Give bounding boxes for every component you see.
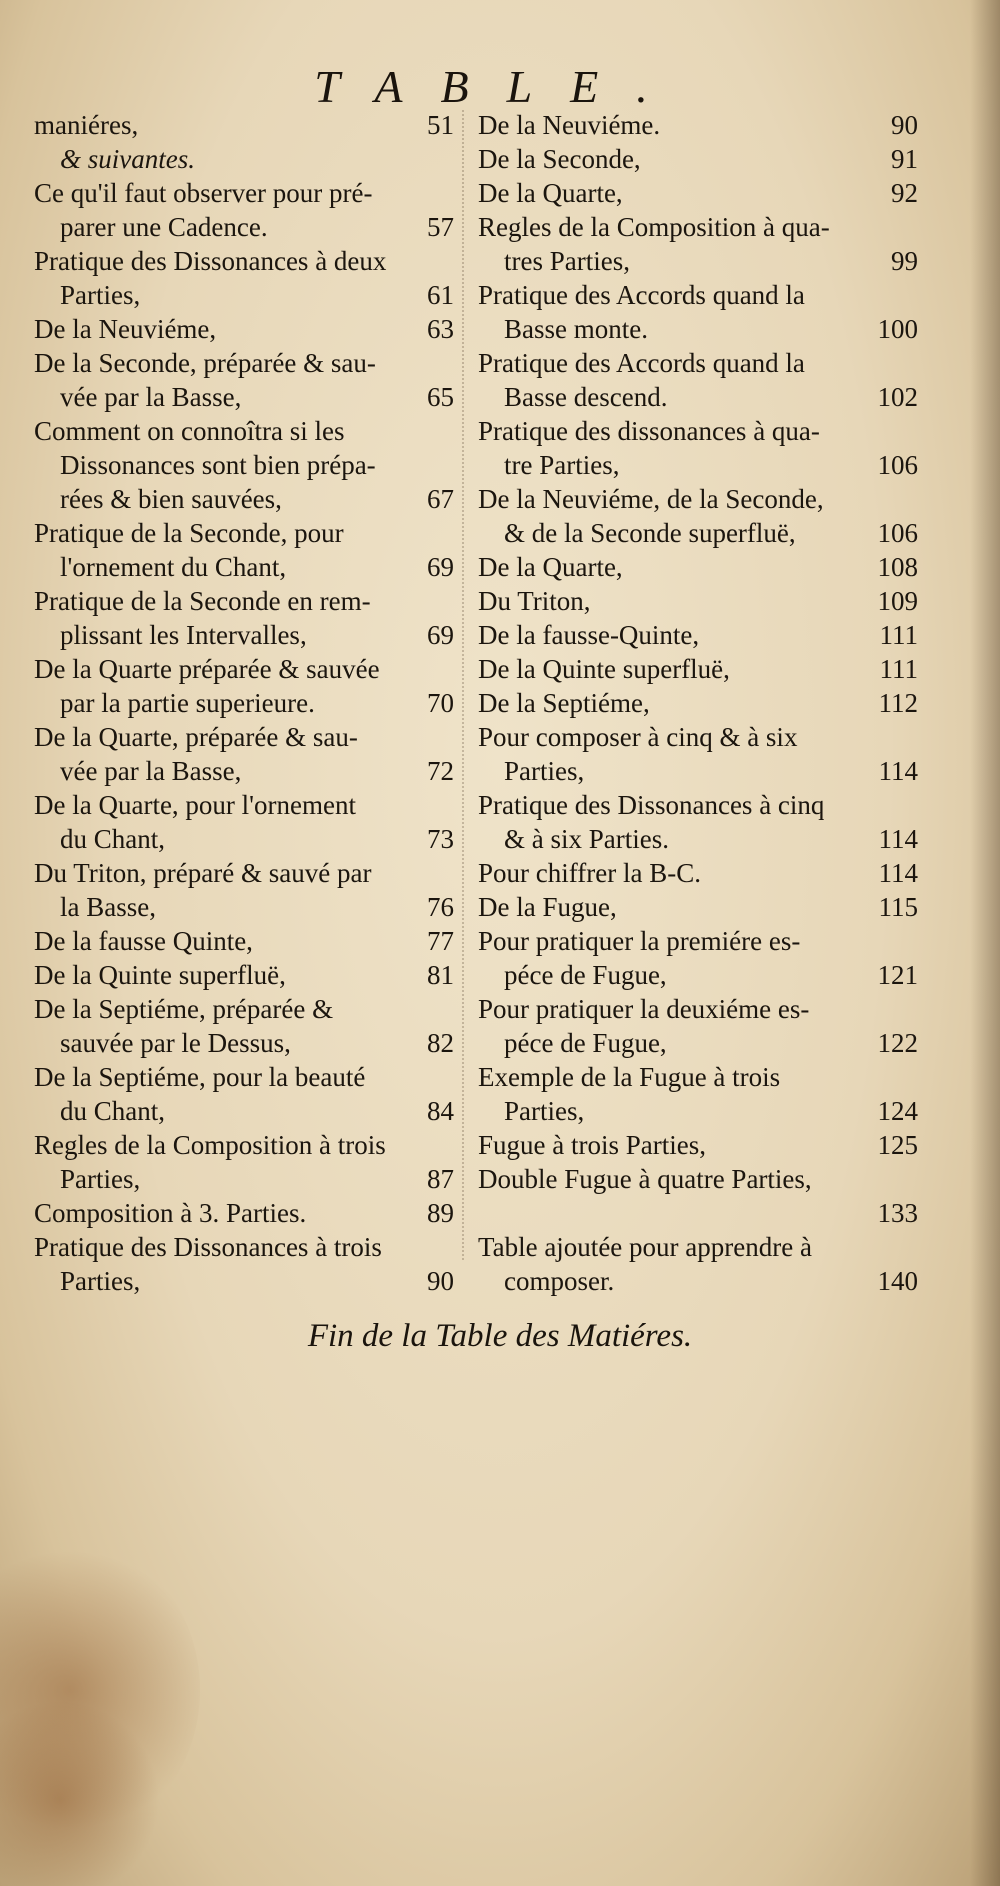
entry-text: Pour pratiquer la premiére es- (478, 926, 801, 956)
entry-page-number: 114 (878, 756, 918, 786)
table-entry-line (478, 278, 918, 312)
entry-text: De la Seconde, (478, 144, 641, 174)
entry-page-number: 65 (427, 382, 454, 412)
entry-page-number: 92 (891, 178, 918, 208)
table-entry-line (478, 1264, 918, 1298)
entry-text: De la Quinte superfluë, (478, 654, 730, 684)
entry-text: Pratique des Dissonances à deux (34, 246, 387, 276)
entry-text: du Chant, (60, 824, 165, 854)
table-entry-line (478, 1128, 918, 1162)
entry-text: De la Quarte, (478, 552, 623, 582)
table-entry-line (34, 618, 454, 652)
entry-page-number: 90 (427, 1266, 454, 1296)
table-entry-line (478, 244, 918, 278)
table-entry-line (34, 1264, 454, 1298)
table-entry-line (478, 890, 918, 924)
entry-page-number: 111 (879, 620, 918, 650)
table-entry-line (34, 1196, 454, 1230)
table-entry-line (34, 176, 454, 210)
table-entry-line (478, 482, 918, 516)
entry-text: Composition à 3. Parties. (34, 1198, 307, 1228)
entry-text: & suivantes. (60, 144, 195, 174)
entry-text: Pratique de la Seconde en rem- (34, 586, 371, 616)
table-entry-line (34, 822, 454, 856)
table-entry-line (478, 108, 918, 142)
table-entry-line (34, 584, 454, 618)
entry-text: Parties, (60, 280, 141, 310)
entry-page-number: 73 (427, 824, 454, 854)
entry-text: tres Parties, (504, 246, 630, 276)
table-entry-line (478, 1230, 918, 1264)
entry-text: & à six Parties. (504, 824, 669, 854)
table-entry-line (478, 1060, 918, 1094)
entry-text: Double Fugue à quatre Parties, (478, 1164, 812, 1194)
table-entry-line (34, 1094, 454, 1128)
entry-text: Basse descend. (504, 382, 668, 412)
entry-page-number: 109 (877, 586, 918, 616)
entry-text: De la Neuviéme. (478, 110, 661, 140)
table-entry-line (478, 754, 918, 788)
entry-text: De la Quarte préparée & sauvée (34, 654, 380, 684)
entry-page-number: 69 (427, 552, 454, 582)
table-entry-line (34, 312, 454, 346)
entry-text: Table ajoutée pour apprendre à (478, 1232, 812, 1262)
entry-page-number: 82 (427, 1028, 454, 1058)
entry-text: vée par la Basse, (60, 382, 242, 412)
table-entry-line (34, 244, 454, 278)
entry-text: De la Quarte, (478, 178, 623, 208)
entry-text: Pour composer à cinq & à six (478, 722, 798, 752)
entry-page-number: 77 (427, 926, 454, 956)
table-entry-line (34, 414, 454, 448)
entry-text: plissant les Intervalles, (60, 620, 307, 650)
table-entry-line (34, 992, 454, 1026)
entry-text: Basse monte. (504, 314, 648, 344)
table-entry-line (478, 720, 918, 754)
entry-text: l'ornement du Chant, (60, 552, 287, 582)
entry-text: Pratique de la Seconde, pour (34, 518, 344, 548)
entry-text: sauvée par le Dessus, (60, 1028, 291, 1058)
table-entry-line (478, 822, 918, 856)
table-entry-line (478, 856, 918, 890)
table-entry-line (478, 142, 918, 176)
entry-text: De la Quinte superfluë, (34, 960, 286, 990)
table-entry-line (34, 516, 454, 550)
entry-text: Du Triton, (478, 586, 591, 616)
entry-text: par la partie superieure. (60, 688, 315, 718)
entry-page-number: 61 (427, 280, 454, 310)
end-of-table-note: Fin de la Table des Matiéres. (307, 1318, 693, 1354)
entry-text: Pratique des Dissonances à trois (34, 1232, 382, 1262)
entry-text: Pratique des dissonances à qua- (478, 416, 820, 446)
table-entry-line (478, 1162, 918, 1196)
entry-text: De la Quarte, pour l'ornement (34, 790, 356, 820)
entry-text: Parties, (504, 1096, 585, 1126)
entry-page-number: 140 (877, 1266, 918, 1296)
entry-text: & de la Seconde superfluë, (504, 518, 796, 548)
entry-text: Ce qu'il faut observer pour pré- (34, 178, 373, 208)
column-divider (462, 110, 465, 1260)
table-entry-line (34, 1060, 454, 1094)
entry-text: De la Septiéme, préparée & (34, 994, 334, 1024)
right-column (478, 108, 918, 1298)
table-entry-line (478, 176, 918, 210)
table-entry-line (478, 1196, 918, 1230)
table-entry-line (478, 992, 918, 1026)
entry-text: Pour chiffrer la B-C. (478, 858, 701, 888)
entry-text: Pour pratiquer la deuxiéme es- (478, 994, 810, 1024)
table-entry-line (478, 1094, 918, 1128)
entry-text (478, 1196, 918, 1230)
table-entry-line (34, 448, 454, 482)
entry-page-number: 81 (427, 960, 454, 990)
entry-page-number: 87 (427, 1164, 454, 1194)
entry-page-number: 133 (877, 1198, 918, 1228)
entry-page-number: 51 (427, 110, 454, 140)
entry-page-number: 76 (427, 892, 454, 922)
entry-page-number: 112 (878, 688, 918, 718)
table-entry-line (478, 516, 918, 550)
entry-text: Parties, (60, 1164, 141, 1194)
entry-page-number: 108 (877, 552, 918, 582)
table-entry-line (478, 618, 918, 652)
entry-text: De la Septiéme, (478, 688, 650, 718)
entry-text: De la Neuviéme, (34, 314, 217, 344)
table-entry-line (478, 346, 918, 380)
table-entry-line (34, 278, 454, 312)
table-entry-line (478, 550, 918, 584)
table-entry-line (34, 924, 454, 958)
entry-page-number: 69 (427, 620, 454, 650)
entry-page-number: 121 (877, 960, 918, 990)
entry-text: Parties, (60, 1266, 141, 1296)
table-entry-line (478, 584, 918, 618)
entry-text: composer. (504, 1266, 615, 1296)
entry-page-number: 106 (877, 450, 918, 480)
entry-text: la Basse, (60, 892, 156, 922)
entry-text: vée par la Basse, (60, 756, 242, 786)
table-entry-line (34, 1162, 454, 1196)
entry-page-number: 57 (427, 212, 454, 242)
entry-page-number: 67 (427, 484, 454, 514)
table-entry-line (34, 856, 454, 890)
table-entry-line (34, 380, 454, 414)
entry-text: De la Septiéme, pour la beauté (34, 1062, 366, 1092)
table-entry-line (34, 958, 454, 992)
entry-text: Dissonances sont bien prépa- (60, 450, 376, 480)
table-entry-line (34, 720, 454, 754)
table-entry-line (34, 686, 454, 720)
entry-text: Du Triton, préparé & sauvé par (34, 858, 372, 888)
page-title: TABLE. (314, 61, 686, 112)
table-entry-line (478, 1026, 918, 1060)
entry-page-number: 91 (891, 144, 918, 174)
entry-text: rées & bien sauvées, (60, 484, 282, 514)
table-entry-line (34, 788, 454, 822)
entry-page-number: 89 (427, 1198, 454, 1228)
table-entry-line (34, 210, 454, 244)
entry-page-number: 102 (877, 382, 918, 412)
entry-text: maniéres, (34, 110, 139, 140)
table-entry-line (34, 142, 454, 176)
table-entry-line (34, 754, 454, 788)
table-entry-line (478, 788, 918, 822)
entry-text: De la fausse-Quinte, (478, 620, 700, 650)
page-edge-shadow (970, 0, 1000, 1886)
table-entry-line (34, 890, 454, 924)
entry-page-number: 99 (891, 246, 918, 276)
table-entry-line (478, 924, 918, 958)
table-entry-line (34, 1026, 454, 1060)
entry-page-number: 90 (891, 110, 918, 140)
table-entry-line (34, 652, 454, 686)
entry-page-number: 122 (877, 1028, 918, 1058)
entry-page-number: 72 (427, 756, 454, 786)
entry-text: De la Neuviéme, de la Seconde, (478, 484, 824, 514)
entry-text: Fugue à trois Parties, (478, 1130, 706, 1160)
table-entry-line (34, 1128, 454, 1162)
entry-page-number: 84 (427, 1096, 454, 1126)
entry-text: De la Seconde, préparée & sau- (34, 348, 376, 378)
entry-text: Exemple de la Fugue à trois (478, 1062, 781, 1092)
table-entry-line (478, 958, 918, 992)
entry-page-number: 114 (878, 858, 918, 888)
table-entry-line (34, 1230, 454, 1264)
entry-text: Regles de la Composition à trois (34, 1130, 386, 1160)
table-entry-line (478, 448, 918, 482)
table-entry-line (478, 210, 918, 244)
entry-page-number: 100 (877, 314, 918, 344)
table-entry-line (478, 686, 918, 720)
entry-text: tre Parties, (504, 450, 620, 480)
table-entry-line (34, 482, 454, 516)
entry-text: péce de Fugue, (504, 960, 667, 990)
entry-page-number: 70 (427, 688, 454, 718)
table-entry-line (478, 312, 918, 346)
entry-text: Pratique des Accords quand la (478, 348, 805, 378)
entry-text: du Chant, (60, 1096, 165, 1126)
entry-page-number: 111 (879, 654, 918, 684)
table-entry-line (34, 550, 454, 584)
entry-page-number: 114 (878, 824, 918, 854)
entry-text: De la Quarte, préparée & sau- (34, 722, 358, 752)
table-entry-line (478, 380, 918, 414)
entry-page-number: 106 (877, 518, 918, 548)
entry-text: Parties, (504, 756, 585, 786)
entry-text: De la Fugue, (478, 892, 617, 922)
table-entry-line (478, 414, 918, 448)
entry-text: péce de Fugue, (504, 1028, 667, 1058)
entry-page-number: 63 (427, 314, 454, 344)
left-column (34, 108, 454, 1298)
table-entry-line (34, 108, 454, 142)
entry-page-number: 124 (877, 1096, 918, 1126)
table-entry-line (478, 652, 918, 686)
entry-text: Pratique des Dissonances à cinq (478, 790, 825, 820)
table-entry-line (34, 346, 454, 380)
entry-page-number: 115 (878, 892, 918, 922)
entry-text: Regles de la Composition à qua- (478, 212, 830, 242)
entry-page-number: 125 (877, 1130, 918, 1160)
entry-text: Comment on connoîtra si les (34, 416, 345, 446)
entry-text: Pratique des Accords quand la (478, 280, 805, 310)
entry-text: parer une Cadence. (60, 212, 268, 242)
entry-text: De la fausse Quinte, (34, 926, 253, 956)
